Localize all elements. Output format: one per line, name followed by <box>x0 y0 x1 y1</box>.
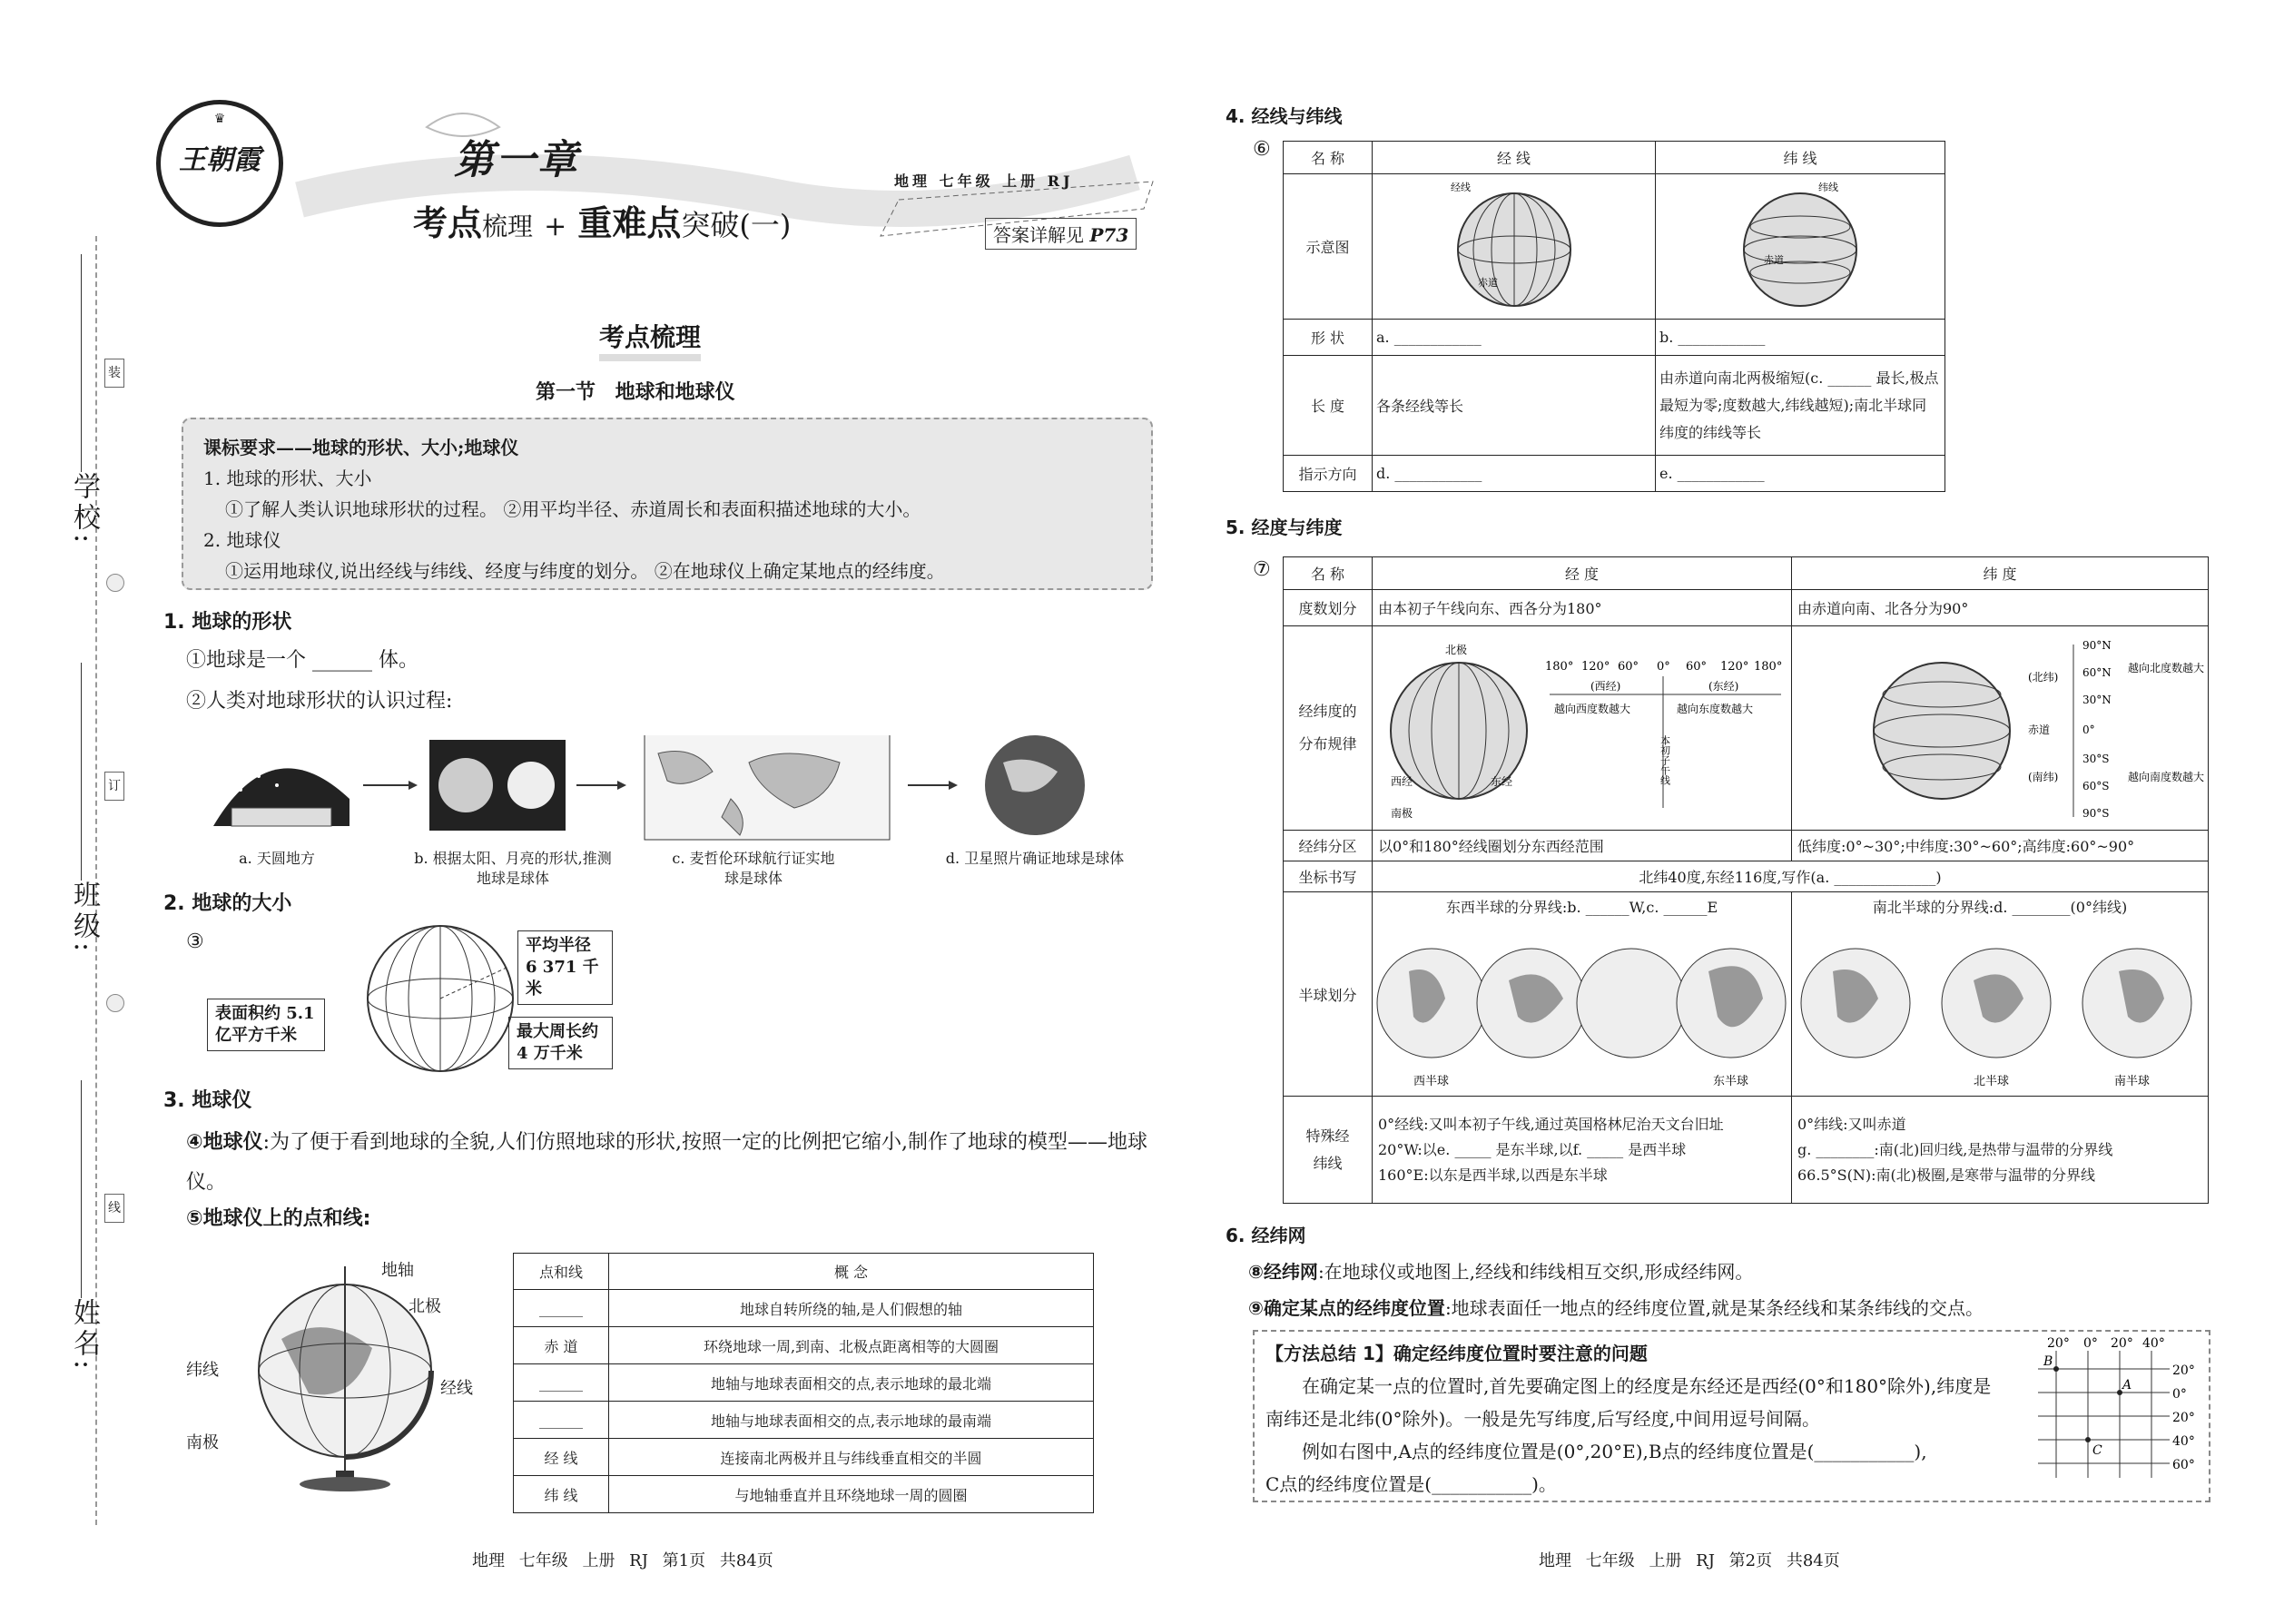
logo-text: 王朝霞 <box>179 144 261 176</box>
svg-text:30°S: 30°S <box>2082 753 2110 765</box>
svg-text:(南纬): (南纬) <box>2028 771 2059 783</box>
shape-history-intro: ②人类对地球形状的认识过程: <box>186 690 453 713</box>
svg-text:东经: 东经 <box>1491 775 1513 788</box>
caption-c: c. 麦哲伦环球航行证实地球是球体 <box>672 850 835 887</box>
earth-size-globe <box>363 921 527 1076</box>
chapter-title: 第一章 <box>454 137 579 183</box>
longitude-diagram <box>1373 626 1788 826</box>
logo: ♛ 王朝霞 <box>156 100 283 227</box>
binding-mark: 线 <box>104 1194 124 1223</box>
class-field[interactable]: 班级: <box>64 663 103 955</box>
svg-text:北半球: 北半球 <box>1974 1075 2010 1088</box>
north-south-hemisphere-diagram <box>1792 917 2205 1089</box>
svg-text:20°: 20° <box>2172 1411 2195 1425</box>
heading-lines: 4. 经线与纬线 <box>1226 105 1343 127</box>
svg-text:40°: 40° <box>2142 1336 2165 1351</box>
globe-definition: ④地球仪:为了便于看到地球的全貌,人们仿照地球的形状,按照一定的比例把它缩小,制作了地球的模型——地球仪。 <box>186 1131 1148 1194</box>
meridian-diagram <box>1446 177 1582 313</box>
page-subtitle: 考点梳理 + 重难点突破(一) <box>413 202 792 243</box>
svg-text:西经: 西经 <box>1391 775 1413 788</box>
svg-text:东半球: 东半球 <box>1713 1075 1749 1088</box>
left-footer: 地理 七年级 上册 RJ 第1页 共84页 <box>472 1551 773 1570</box>
svg-text:60°: 60° <box>2172 1458 2195 1472</box>
shape-history-illustrations <box>204 735 1103 853</box>
svg-text:越向西度数越大: 越向西度数越大 <box>1554 703 1631 715</box>
course-tag: 地理 七年级 上册 RJ <box>894 172 1074 190</box>
heading-graticule: 6. 经纬网 <box>1226 1225 1306 1246</box>
latitude-diagram <box>1792 626 2205 826</box>
svg-text:0°: 0° <box>2083 1336 2098 1351</box>
svg-text:南极: 南极 <box>1391 807 1413 820</box>
svg-text:(北纬): (北纬) <box>2028 671 2059 684</box>
svg-text:北极: 北极 <box>1445 644 1468 656</box>
svg-text:A: A <box>2122 1378 2132 1393</box>
svg-text:20°: 20° <box>2172 1363 2195 1378</box>
graticule-grid <box>2020 1333 2210 1487</box>
svg-text:30°N: 30°N <box>2082 694 2112 706</box>
answer-reference: 答案详解见 P73 <box>985 218 1137 250</box>
label-axis: 地轴 <box>381 1261 414 1280</box>
svg-text:120°: 120° <box>1581 660 1610 674</box>
svg-text:纬线: 纬线 <box>1818 181 1838 193</box>
label-south-pole: 南极 <box>186 1433 219 1452</box>
item-number: ⑥ <box>1253 138 1271 161</box>
svg-text:越向北度数越大: 越向北度数越大 <box>2128 662 2205 674</box>
svg-text:(西经): (西经) <box>1590 680 1621 693</box>
svg-text:B: B <box>2043 1354 2053 1369</box>
svg-text:60°: 60° <box>1686 660 1708 674</box>
svg-text:120°: 120° <box>1720 660 1749 674</box>
item-number: ⑦ <box>1253 558 1271 581</box>
circumference-label: 最大周长约 4 万千米 <box>508 1017 613 1069</box>
svg-text:0°: 0° <box>2082 723 2095 736</box>
svg-text:(东经): (东经) <box>1708 680 1739 693</box>
lines-table: 名 称 经 线 纬 线 示意图 经线 赤道 纬线 赤道 形 状 a. ____________ b. ____________ 长 度 各条经线等长 由赤道向南北两极缩短(c. ______ 最长,极点最短为零;度数越大,纬线越短);南北半球同纬度的纬线等长 指示方向 d. ____________ e. ____________ <box>1283 141 1945 492</box>
svg-text:180°: 180° <box>1545 660 1574 674</box>
svg-text:20°: 20° <box>2111 1336 2133 1351</box>
right-footer: 地理 七年级 上册 RJ 第2页 共84页 <box>1539 1551 1840 1570</box>
svg-text:0°: 0° <box>1657 660 1670 674</box>
svg-text:60°S: 60°S <box>2082 780 2110 792</box>
svg-text:C: C <box>2092 1443 2102 1458</box>
binding-hole-icon <box>106 994 124 1012</box>
svg-text:越向南度数越大: 越向南度数越大 <box>2128 771 2205 783</box>
degrees-table: 名 称 经 度 纬 度 度数划分 由本初子午线向东、西各分为180° 由赤道向南、北各分为90° 经纬度的分布规律 北极 西经 南极 东经 180° 120° 60° 0° 60° 120° 180° (西经) (东经) 越向西度数越大 越向东度数越大 本初子午线 90°N 60°N 30°N 0° 30°S 60°S 90°S (北纬) 赤道 (南纬) 越向北度数越大 越向南度数越大 经纬分区 以0°和180°经线圈划分东西经范围 低纬度:0°~30°;中纬度:30°~60°;高纬度:60°~90° 坐标书写 北纬40度,东经116度,写作(a. ______________) 半球划分 东西半球的分界线:b. ______W,c. ______E 西半球 东半球 南北半球的分界线:d. ________(0°纬线) 北半球 南半球 特殊经纬线 0°经线:又叫本初子午线,通过英国格林尼治天文台旧址 20°W:以e. _____ 是东半球,以f. _____ 是西半球 160°E:以东是西半球,以西是东半球 0°纬线:又叫赤道 g. ________:南(北)回归线,是热带与温带的分界线 66.5°S(N):南(北)极圈,是寒带与温带的分界线 <box>1283 556 2209 1204</box>
radius-label: 平均半径 6 371 千米 <box>517 930 613 1005</box>
svg-text:90°S: 90°S <box>2082 807 2110 820</box>
school-field[interactable]: 学校: <box>64 254 103 546</box>
coordinate-definition: ⑨确定某点的经纬度位置:地球表面任一地点的经纬度位置,就是某条经线和某条纬线的交点。 <box>1248 1297 1984 1319</box>
svg-text:20°: 20° <box>2047 1336 2070 1351</box>
shape-question: ①地球是一个 ______ 体。 <box>186 649 418 672</box>
heading-globe: 3. 地球仪 <box>163 1089 252 1112</box>
svg-text:本初子午线: 本初子午线 <box>1659 735 1671 785</box>
section-title: 第一节 地球和地球仪 <box>536 380 735 404</box>
globe-points-lines: ⑤地球仪上的点和线: <box>186 1207 371 1230</box>
caption-a: a. 天圆地方 <box>239 850 315 867</box>
binding-hole-icon <box>106 574 124 592</box>
points-lines-table: 点和线 概 念 ______ 地球自转所绕的轴,是人们假想的轴 赤 道 环绕地球一周,到南、北极点距离相等的大圆圈 ______ 地轴与地球表面相交的点,表示地球的最北端 ______ 地轴与地球表面相交的点,表示地球的最南端 经 线 连接南北两极并且与纬线垂直相交的半圆 纬 线 与地轴垂直并且环绕地球一周的圆圈 <box>513 1253 1094 1513</box>
parallel-diagram <box>1732 177 1868 313</box>
svg-text:60°: 60° <box>1618 660 1639 674</box>
caption-b: b. 根据太阳、月亮的形状,推测地球是球体 <box>414 850 612 887</box>
binding-mark: 装 <box>104 359 124 388</box>
svg-text:0°: 0° <box>2172 1387 2187 1402</box>
label-longitude: 经线 <box>440 1379 473 1398</box>
svg-text:赤道: 赤道 <box>2028 723 2051 736</box>
svg-text:180°: 180° <box>1754 660 1783 674</box>
svg-text:经线: 经线 <box>1450 181 1471 193</box>
label-latitude: 纬线 <box>186 1361 219 1380</box>
svg-text:越向东度数越大: 越向东度数越大 <box>1677 703 1754 715</box>
curriculum-standard-box: 课标要求——地球的形状、大小;地球仪 1. 地球的形状、大小 ①了解人类认识地球形状的过程。 ②用平均半径、赤道周长和表面积描述地球的大小。 2. 地球仪 ①运用地球仪,说出经线与纬线、经度与纬度的划分。 ②在地球仪上确定某地点的经纬度。 <box>182 418 1153 590</box>
heading-size: 2. 地球的大小 <box>163 892 292 915</box>
svg-text:西半球: 西半球 <box>1413 1075 1450 1088</box>
name-field[interactable]: 姓名: <box>64 1080 103 1373</box>
item-number: ③ <box>186 930 204 953</box>
method-summary-box: 【方法总结 1】确定经纬度位置时要注意的问题 在确定某一点的位置时,首先要确定图上的经度是东经还是西经(0°和180°除外),纬度是南纬还是北纬(0°除外)。一般是先写纬度,后写经度,中间用逗号间隔。 例如右图中,A点的经纬度位置是(0°,20°E),B点的经纬度位置是(___________), C点的经纬度位置是(___________)。 <box>1253 1330 2210 1502</box>
graticule-definition: ⑧经纬网:在地球仪或地图上,经线和纬线相互交织,形成经纬网。 <box>1248 1261 1754 1283</box>
svg-text:赤道: 赤道 <box>1764 253 1784 266</box>
label-north-pole: 北极 <box>409 1297 441 1316</box>
east-west-hemisphere-diagram <box>1373 917 1788 1089</box>
svg-text:赤道: 赤道 <box>1477 276 1498 289</box>
surface-area-label: 表面积约 5.1 亿平方千米 <box>207 999 325 1051</box>
svg-text:40°: 40° <box>2172 1434 2195 1449</box>
heading-shape: 1. 地球的形状 <box>163 611 292 634</box>
svg-text:90°N: 90°N <box>2082 639 2112 652</box>
svg-text:南半球: 南半球 <box>2114 1075 2151 1088</box>
svg-text:60°N: 60°N <box>2082 666 2112 679</box>
heading-degrees: 5. 经度与纬度 <box>1226 517 1343 538</box>
section-heading: 考点梳理 <box>599 318 701 361</box>
caption-d: d. 卫星照片确证地球是球体 <box>945 850 1125 867</box>
binding-mark: 订 <box>104 772 124 801</box>
